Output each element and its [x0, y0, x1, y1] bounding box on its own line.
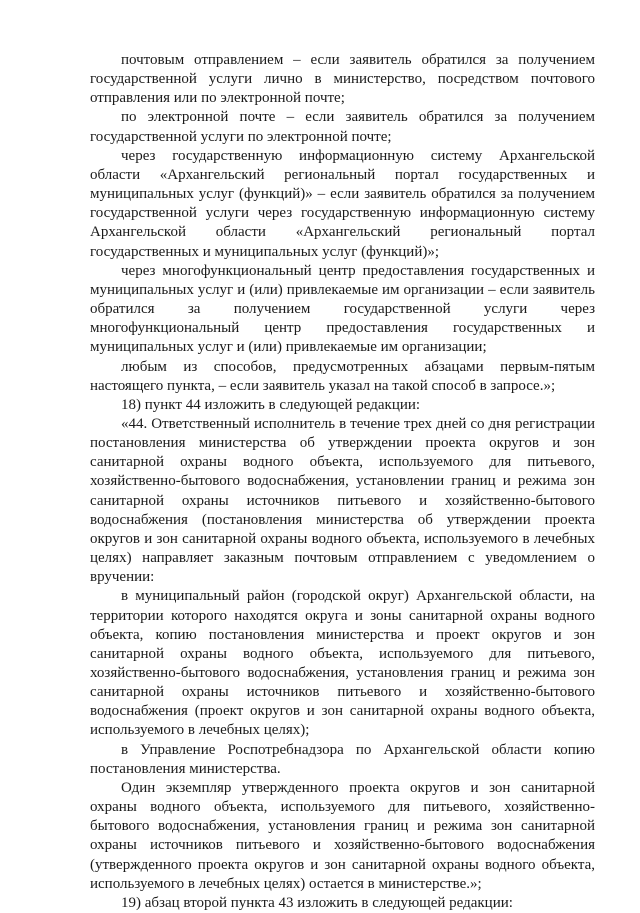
paragraph-rospotrebnadzor: в Управление Роспотребнадзора по Архангельской области копию постановления министерства. — [90, 741, 595, 777]
paragraph-item-19: 19) абзац второй пункта 43 изложить в следующей редакции: — [121, 894, 513, 911]
document-body — [90, 51, 595, 913]
paragraph-email-delivery: по электронной почте – если заявитель обратился за получением государственной услуги по электронной почте; — [90, 109, 595, 145]
paragraph-clause-44: «44. Ответственный исполнитель в течение трех дней со дня регистрации постановления министерства об утверждении проекта округов и зон санитарной охраны водного объекта, используемого для питьевого, хозяйственно-бытового водоснабжения, установлении границ и режима зон санитарной охраны источников питьевого и хозяйственно-бытового водоснабжения (постановления министерства об утверждении проекта округов и зон санитарной охраны водного объекта, используемого в лечебных целях) направляет заказным почтовым отправлением с уведомлением о вручении: — [90, 415, 595, 586]
paragraph-regional-portal: через государственную информационную систему Архангельской области «Архангельский региональный портал государственных и муниципальных услуг (функций)» – если заявитель обратился за получением государственной услуги через государственную информационную систему Архангельской области «Архангельский региональный портал государственных и муниципальных услуг (функций)»; — [90, 147, 595, 260]
paragraph-approved-copy: Один экземпляр утвержденного проекта округов и зон санитарной охраны водного объекта, используемого для питьевого, хозяйственно-бытового водоснабжения, установления границ и режима зон санитарной охраны источников питьевого и хозяйственно-бытового водоснабжения (утвержденного проекта округов и зон санитарной охраны водного объекта, используемого в лечебных целях) остается в министерстве.»; — [90, 779, 595, 892]
paragraph-postal-delivery: почтовым отправлением – если заявитель обратился за получением государственной услуги лично в министерство, посредством почтового отправления или по электронной почте; — [90, 52, 595, 107]
paragraph-mfc: через многофункциональный центр предоставления государственных и муниципальных услуг и (или) привлекаемые им организации – если заявитель обратился за получением государственной услуги через многофункциональный центр предоставления государственных и муниципальных услуг и (или) привлекаемые им организации; — [90, 262, 595, 356]
paragraph-item-18: 18) пункт 44 изложить в следующей редакции: — [121, 396, 421, 413]
paragraph-municipal-district: в муниципальный район (городской округ) Архангельской области, на территории которого находятся округа и зоны санитарной охраны водного объекта, копию постановления министерства и проект округов и зон санитарной охраны водного объекта, используемого для питьевого, хозяйственно-бытового водоснабжения, установления границ и режима зон санитарной охраны источников питьевого и хозяйственно-бытового водоснабжения (проект округов и зон санитарной охраны водного объекта, используемого в лечебных целях); — [90, 588, 595, 739]
paragraph-any-method: любым из способов, предусмотренных абзацами первым-пятым настоящего пункта, – если заявитель указал на такой способ в запросе.»; — [90, 358, 595, 394]
